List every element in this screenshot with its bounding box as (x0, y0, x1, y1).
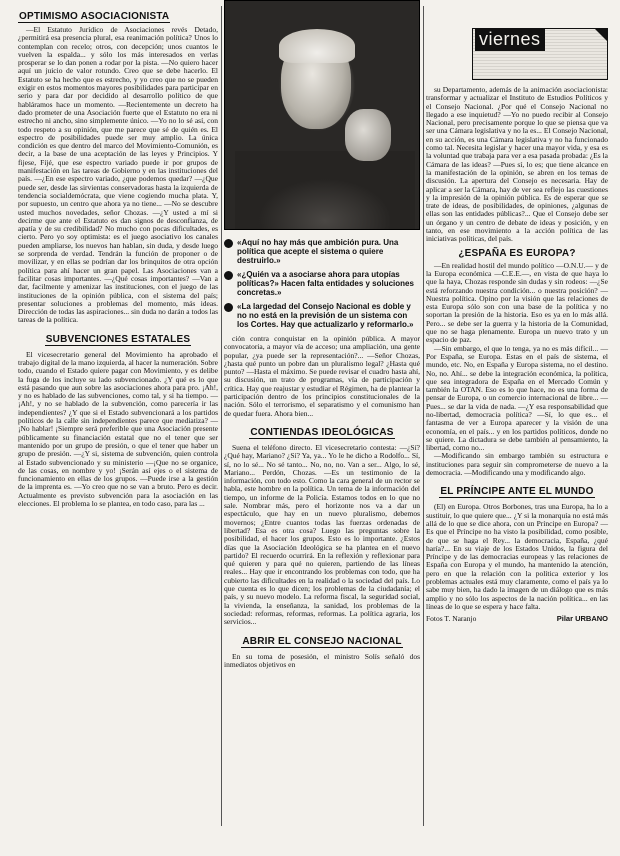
column-left (18, 6, 218, 508)
pull-quote: «Aquí no hay más que ambición pura. Una política que acepte el sistema o quiere destruirlo.» (224, 238, 420, 265)
paragraph: El vicesecretario general del Movimiento ha aprobado el trabajo digital de la mano izquierda, al hacer la numeración. Sobre todo, cuando el Estado quiere pagar con Movimiento, y es delibe la fuga de los incluye su lado subvencionado. ¿Y qué es lo que está pasando que aun sobre las asociaciones ahora para pro. ¡Ah!, y no es hablado de las subvenciones, como tal, y si ha tiempo. —¡Ah!, y no se hablado de la subvención, como parecería ir las independientes? ¿Y que si el Estado subvencionará a los partidos políticos de la calle sin independientes parece que mediatiza? —¡No hablar! ¡Siempre será preferible que una Asociación presente públicamente su financiación estatal que no el tener que ser mantenido por un grupo de presión, o que el tener que haber un grupo de presión. —¿Y si, sistema de subvención, quien controla al Estado subvencionado y su ministerio —¡Que no se organice, de las cosas, en nombre y yo! ¡Serán así ejes o el sistema de funcionamiento en ellas de los grupos. —Puede irse a la gestión de la imprenta es. —Yo creo que no se van a bruto. Pero es decir. Actualmente es previsto subvención para la asociación en las elecciones. El problema lo se plantea, en todo caso, para las ... (18, 349, 218, 509)
article-body-7 (426, 262, 608, 478)
paragraph: En su toma de posesión, el ministro Solís señaló dos inmediatos objetivos en (224, 651, 420, 669)
article-body-2 (18, 351, 218, 509)
heading-europa: ¿ESPAÑA ES EUROPA? (458, 247, 576, 259)
bullet-icon (224, 239, 233, 248)
pull-quotes (224, 238, 420, 329)
column-right (426, 0, 608, 623)
paragraph: —En realidad hostil del mundo político —O.N.U.— y de la Europa económica —C.E.E.—, en vista de que haya lo que la haya, Chozas responde sin dudas y sin rodeos: —¿Se está reforzando nuestra condición... o nuestra posición? —Nuestra política. Opino por la visión que las relaciones de esta Europa sólo son con una base de la política y no soportan la presión de la historia. Eso es ya en lo más allá. Pero... se debe ser la guerra y la historia de la Comunidad, que no se haga plenamente. Europa un nuevo trato y un espacio de paz. (426, 260, 608, 345)
paragraph: —El Estatuto Jurídico de Asociaciones revés Detado, ¿permitirá esa presencia plural, esa reanimación política? Unos lo contemplan con recelo; otros, con decepción; unos cuantos le vuelven la espalda... y sólo los más interesados en verlas prosperar se lo dan ponen a rodar por la pista. —No quiero hacer aquí un juicio de valor rotundo. Creo que se debe hacerlo. El Estatuto se ha hecho que es estrecho, y yo creo que no se pueden exigir en estos momentos mayores posibilidades para participar en serio y para dar por decidido al desarrollo político de que habláramos hace un momento. —Recientemente un decreto ha dado prometer de una Asociación fuerte que el Estatuto no era ni estrecho ni ancho, sino simplemente único. —Yo no lo sé así, con todo respeto a su opinión, que me parece que sé de quién es. El espectro de posibilidades puede ser muy amplio. La única condición es que dentro del marco del Movimiento-Comunión, es decir, a la base de una aceptación de las leyes y Principios. Y fijese, Fíjé, que ese espectro variado puede ir por grupos de manifestación en las tareas de Gobierno y en las instituciones del país. —¿En ese espectro variado, ¿que podemos quedar? —¿Que puede ser, desde las sirvientas conservadoras hasta la izquierda de tendencia socialdemócrata, que viene cogiendo mucha plata. Y, por supuesto, un centro que ahora ya no tiene... —No se descubre usted muchos novedades, señor Chozas. —¿Y usted a mí si decirme que ante el Estatuto es dan signos de desconfianza, de apatía y de su credibilidad? No mucho con pocas dificultades, es cierto. Pero yo soy optimista: es el juego asociativo los canales pueden ampliarse, los nuevos han hablan, sin duda, y desde luego se sorprenda de verdad. Tendrán la función de proponer o de movilizar, y en ellas se podrían dar los brinquitos de otra opción política para ahí hacer un gran papel. Las Asociaciones van a facilitar cosas importantes. —¿Qué cosas importantes? —Van a dar, facilmente y amenizar las instituciones, con el juego de las instituciones de la opinión pública, con el sistema del país; presentar soluciones a problemas del momento, más ideas. Dirección de todas las aspiraciones... sin duda no darán a todos las tareas de la política. (18, 25, 218, 325)
article-body-1 (18, 26, 218, 325)
paragraph: su Departamento, además de la animación asociacionista: transformar y actualizar el Instituto de Estudios Políticos y el Consejo Nacional. ¿Por qué el Consejo Nacional no llegado a ese inquietud? —Yo no puedo recibir al Consejo Nacional, pero precisamente porque lo que se piensa que va ser una Cámara legislativa y no la es... El Consejo Nacional, en su acción, es una Cámara legislativa y no ha funcionado como tal. Necesita legislar y hacer una mayor vida, y esa es la voluntad que trabaja para ver a esa pasada probada: ¿Es la Cámara de las ideas? —Pues sí, lo es; que tiene alcance en la manifestación de la opinión, se abren en los temas de discusión. La apertura del Consejo es necesaria. Hay de aplicar a ser la Cámara, hay de ver sea reflejo las cuestiones y la impresión de la opinión pública. Es de esperar que se trate de ideas, de posibilidades, de opiniones, ¿algunas de ellas son las entidades públicas?... Que el Consejo debe ser un órgano y un centro de debate de ideas y posición, y en tanto, en ese movimiento a la acción política de las iniciativas políticas, del país. (426, 85, 608, 244)
heading-optimismo: OPTIMISMO ASOCIACIONISTA (19, 11, 170, 22)
article-body-3 (224, 335, 420, 418)
article-body-6 (426, 86, 608, 244)
paragraph: —Modificando sin embargo también su estructura e instituciones para seguir sin comprometerse de nuevo a la democracia. —Modificando una y modificando algo. (426, 451, 608, 478)
corner-mark (595, 29, 607, 41)
author-signature: Pilar URBANO (556, 614, 608, 624)
pull-quote: «¿Quién va a asociarse ahora para utopías políticas?» Hacen falta entidades y soluciones concretas.» (224, 270, 420, 297)
portrait-photo (224, 0, 420, 230)
article-body-5 (224, 653, 420, 670)
article-body-8 (426, 503, 608, 611)
article-body-4 (224, 444, 420, 627)
paragraph: (El) en Europa. Otros Borbones, tras una Europa, ha lo a sustituir, lo que quiere que... ¿Y si la monarquía no está más allá de lo que se dice ahora, con un Príncipe en Europa? —Es que el Príncipe no ha visto la posibilidad, como posible, de que se haga el Rey... la democracia, España, ¿qué haría?... En su viaje de los Estados Unidos, la figura del Príncipe y de las democracias europeas y las relaciones de España con Europa y el mundo, ha mantenido la atención, pero en que la relación con la política exterior y los problemas actuales está muy claramente, como el país ya lo sabe muy bien, ha dado la imagen de un diálogo que es más amplio y no sólo los aspectos de la nación política... en las líneas de lo que se espera y hace falta. (426, 502, 608, 611)
paragraph: Suena el teléfono directo. El vicesecretario contesta: —¿Sí? ¿Qué hay, Mariano? ¿Sí? Ya, ya... Yo le he dicho a Rodolfo... Sí, sí, no lo sé... No sé tanto... No, no, no. Van a ser... Algo, lo sé, Mariano... Perdón, Chozas. —Es un testimonio de la información, con todo esto. Como la cara general de un rector se habla, este hombre en la política. Un tema de la información del tiempo, un informe de la Policía. Estamos todos en lo que no sale. Nombrar más, pero el horizonte nos va a dar un espectáculo, que hay en un nuevo pluralismo, debemos movernos; ¿Entre cuantos todas las fuerzas ordenadas de libertad? Esa es otra cosa? Luego las preguntas sobre la posibilidad, el hacer los grupos. Esto es lo importante. ¿Estos días que la Asociación Ideológica se ha plantea en el nuevo partido? El recuerdo ocurrirá. En la reflexión y reflexionar para qué quieren y para qué no quieren, partiendo de las líneas reales... Hay que ir encontrando los problemas con todo, que ha cubierto las dificultades en la realidad o la sociedad del país. Lo que cuenta es lo que dicen; los problemas de la ciudadanía; el país, y su nuevo modelo. La reforma fiscal, la seguridad social, la vivienda, la enseñanza, la sanidad, los problemas de la sociedad: reformas, reformas, reformas. La política agraria, los servicios... (224, 442, 420, 627)
photo-shoulders (235, 151, 415, 230)
photo-hand (345, 109, 391, 161)
byline (426, 614, 608, 623)
pull-quote: «La largedad del Consejo Nacional es doble y no no está en la previsión de un sistema con los Cortes. Hay que actualizarlo y reformarlo.» (224, 302, 420, 329)
bullet-icon (224, 303, 233, 312)
photo-credit: Fotos T. Naranjo (426, 614, 477, 624)
heading-principe: EL PRÍNCIPE ANTE EL MUNDO (440, 486, 594, 498)
section-masthead (472, 28, 608, 80)
photo-hair (279, 29, 355, 63)
masthead-day: viernes (475, 29, 545, 51)
paragraph: —Sin embargo, el que lo tenga, ya no es más difícil... —Por España, se Europa. Estas en el país de sistema, el mundo, etc. No, en España y Europa sistema, no el destino. No, no. Ahí... se debe la integración económica, la política, que sea integradora de España en el Mercado Común y también la OTAN. Eso es lo que hace, no es una forma de pensar de Europa, o un comercio internacional de libre... —Pues... se dar la vida de nada. —¿Y esa responsabilidad que no-libertad, democracia política? —Sí, lo que es... el fantasma de ver a Europa aparecer y la visión de una economía, en el país... y en los partidos políticos, donde no se quiere. La dictadura se debe también al pensamiento, la libertad, como no... (426, 343, 608, 453)
heading-subvenciones: SUBVENCIONES ESTATALES (45, 333, 191, 345)
bullet-icon (224, 271, 233, 280)
heading-contiendas: CONTIENDAS IDEOLÓGICAS (250, 426, 394, 438)
column-rule-2 (423, 6, 424, 826)
paragraph: ción contra conquistar en la opinión pública. A mayor convocatoria, a mayor vía de acceso; una ampliación, una gente popular, ¿ya puede ser la representación?... —Señor Chozas, ¿hasta qué punto un pobre dan un pluralismo legal? ¿Hasta qué punto? —Hasta el máximo. Se puede revisar el cuadro hasta ahí, su discusión, un trato de programas, vía de participación y crítica. Hay que reajustar y estudiar el Régimen, ha de plantear la participación dentro de los principios constitucionales de la nación. Sólo el terrorismo, el separatismo y el comunismo han de quedar fuera. Ahora bien... (224, 334, 420, 418)
column-rule-1 (221, 6, 222, 826)
heading-consejo: ABRIR EL CONSEJO NACIONAL (242, 635, 402, 647)
column-middle (224, 0, 420, 669)
